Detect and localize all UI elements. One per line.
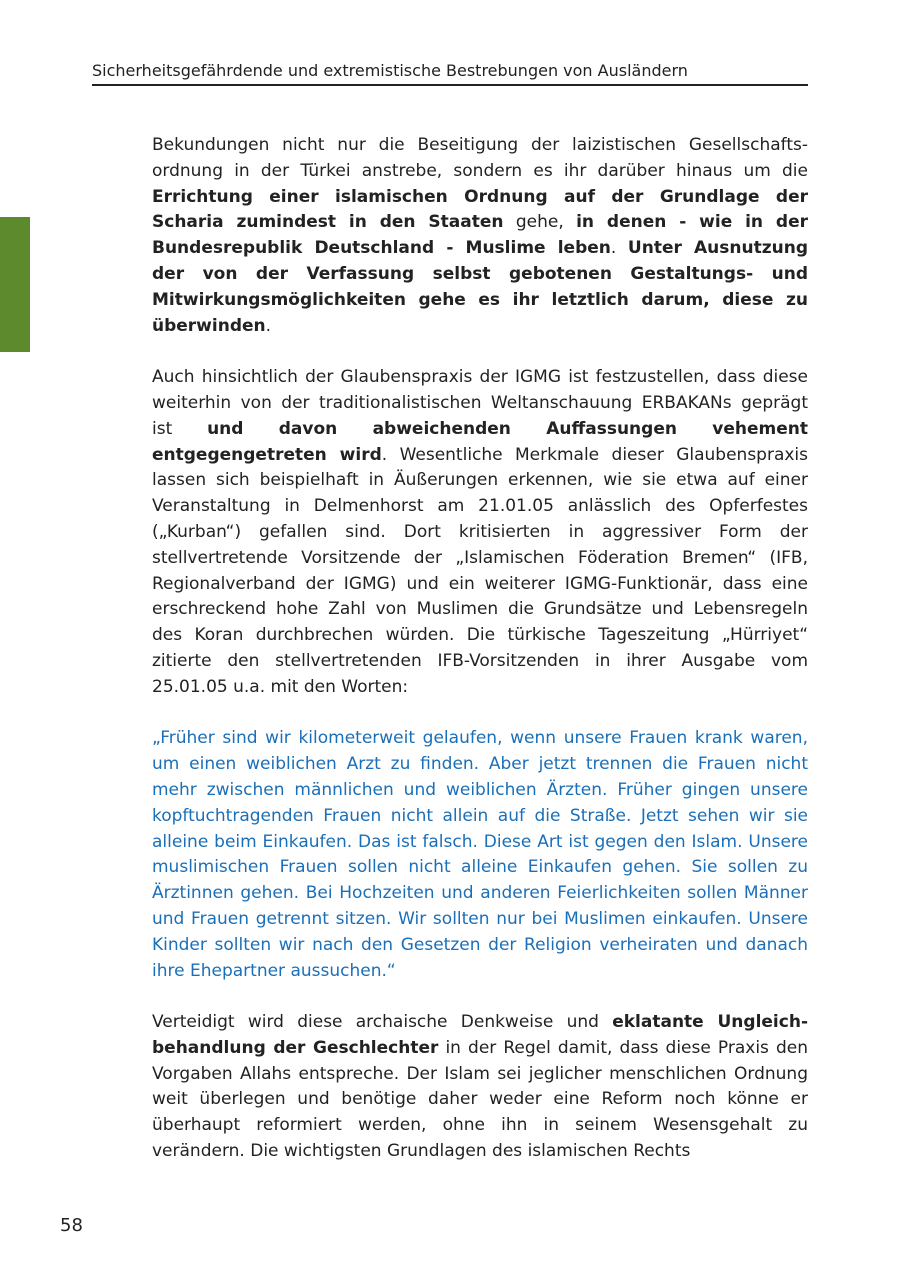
paragraph-1 bbox=[152, 133, 808, 339]
bold-span: und davon abweichenden Auffassungen vehement entgegengetreten wird bbox=[152, 418, 808, 465]
quotation: „Früher sind wir kilometerweit gelaufen, wenn unsere Frauen krank waren, um einen weiblichen Arzt zu finden. Aber jetzt trennen die Frauen nicht mehr zwischen männlichen und weiblichen Ärzten. Früher gingen unsere kopftuchtragenden Frauen nicht allein auf die Straße. Jetzt sehen wir sie alleine beim Einkaufen. Das ist falsch. Diese Art ist gegen den Islam. Unsere muslimischen Frauen sollen nicht alleine Einkaufen gehen. Sie sollen zu Ärztinnen gehen. Bei Hochzeiten und anderen Feierlichkeiten sollen Männer und Frauen getrennt sitzen. Wir sollten nur bei Muslimen einkaufen. Unsere Kinder sollten wir nach den Gesetzen der Religion verheiraten und danach ihre Ehepartner aussuchen.“ bbox=[152, 728, 808, 981]
chapter-side-tab bbox=[0, 217, 30, 352]
paragraph-3 bbox=[152, 1010, 808, 1165]
paragraph-2 bbox=[152, 365, 808, 700]
text-span: . Wesentliche Merkmale dieser Glaubenspraxis lassen sich beispielhaft in Äußerungen erkennen, wie sie etwa auf einer Veranstaltung in Delmenhorst am 21.01.05 anlässlich des Opferfestes („Kurban“) gefallen sind. Dort kritisierten in aggressiver Form der stellvertretende Vorsitzende der „Islamischen Föderation Bremen“ (IFB, Regionalverband der IGMG) und ein weiterer IGMG-Funktionär, dass eine erschreckend hohe Zahl von Muslimen die Grundsätze und Lebensregeln des Koran durchbrechen würden. Die türkische Tageszeitung „Hürriyet“ zitierte den stellvertretenden IFB-Vorsitzenden in ihrer Ausgabe vom 25.01.05 u.a. mit den Worten: bbox=[152, 444, 809, 697]
text-span: . bbox=[265, 315, 272, 336]
text-span: Bekundungen nicht nur die Beseitigung der laizistischen Gesellschaftsordnung in der Türkei anstrebe, sondern es ihr darüber hinaus um die bbox=[152, 135, 808, 181]
running-header: Sicherheitsgefährdende und extremistische Bestrebungen von Ausländern bbox=[92, 60, 808, 86]
text-span: gehe, bbox=[503, 212, 577, 233]
text-span: Verteidigt wird diese archaische Denkweise und bbox=[152, 1012, 613, 1033]
bold-span: Errichtung einer islamischen Ordnung auf der Grundlage der Scharia zumindest in den Staaten bbox=[152, 186, 808, 233]
page-number: 58 bbox=[60, 1215, 83, 1236]
bold-span: Unter Ausnutzung der von der Verfassung selbst gebotenen Gestaltungs- und Mitwirkungsmöglichkeiten gehe es ihr letztlich darum, diese zu überwinden bbox=[152, 238, 808, 336]
text-span: in der Regel damit, dass diese Praxis den Vorgaben Allahs entspreche. Der Islam sei jeglicher menschlichen Ordnung weit überlegen und benötige daher weder eine Reform noch könne er überhaupt reformiert werden, ohne ihn in seinem Wesensgehalt zu verändern. Die wichtigsten Grundlagen des islamischen Rechts bbox=[152, 1037, 808, 1162]
bold-span: in denen - wie in der Bundesrepublik Deutschland - Muslime leben bbox=[152, 212, 808, 259]
body-text bbox=[152, 133, 808, 1165]
text-span: . bbox=[610, 238, 628, 259]
text-span: Auch hinsichtlich der Glaubenspraxis der IGMG ist festzustellen, dass diese weiterhin von der traditionalistischen Weltanschauung ERBAKANs geprägt ist bbox=[152, 367, 808, 439]
bold-span: eklatante Ungleichbehandlung der Geschlechter bbox=[152, 1012, 808, 1058]
